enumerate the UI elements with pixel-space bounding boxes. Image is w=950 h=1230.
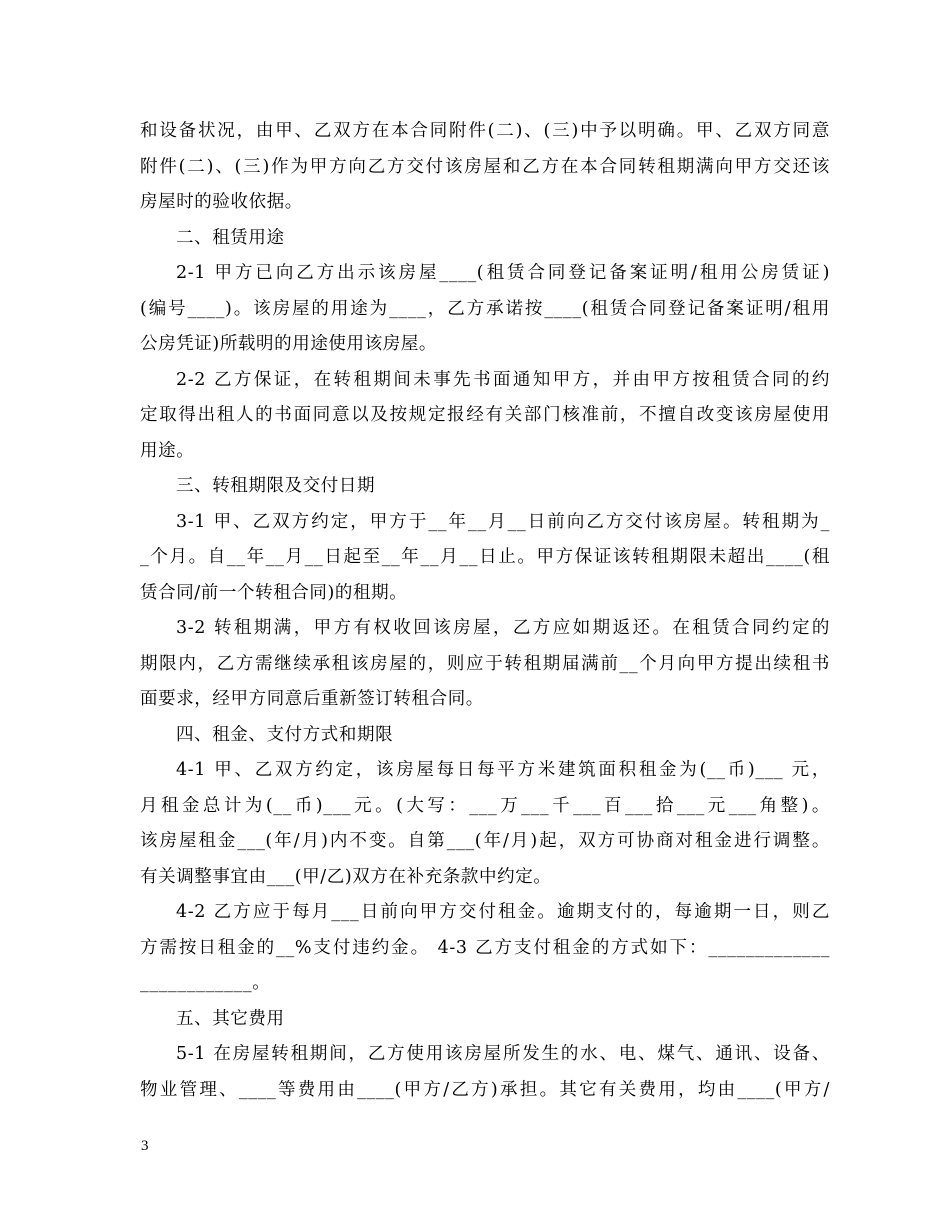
text-line: 4-2 乙方应于每月___日前向甲方交付租金。逾期支付的，每逾期一日，则乙 [176, 902, 830, 922]
text-line: 面要求，经甲方同意后重新签订转租合同。 [140, 689, 484, 709]
text-line: 定取得出租人的书面同意以及按规定报经有关部门核准前，不擅自改变该房屋使用 [140, 405, 830, 425]
page-number: 3 [141, 1138, 149, 1154]
text-line: 月租金总计为(__币)___元。(大写：___万___千___百___拾___元___角整)。 [140, 795, 830, 816]
text-line: _个月。自__年__月__日起至__年__月__日止。甲方保证该转租期限未超出____(租 [140, 547, 830, 567]
text-line: 3-2 转租期满，甲方有权收回该房屋，乙方应如期返还。在租赁合同约定的 [176, 618, 830, 638]
text-line: 方需按日租金的__%支付违约金。 4-3 乙方支付租金的方式如下：_____________ [140, 937, 830, 958]
text-line: 2-1 甲方已向乙方出示该房屋____(租赁合同登记备案证明/租用公房赁证) [176, 263, 830, 283]
text-line: 五、其它费用 [176, 1008, 285, 1029]
text-line: 该房屋租金___(年/月)内不变。自第___(年/月)起，双方可协商对租金进行调整。 [140, 831, 830, 851]
text-line: 2-2 乙方保证，在转租期间未事先书面通知甲方，并由甲方按租赁合同的约 [176, 369, 830, 390]
text-line: 有关调整事宜由___(甲/乙)双方在补充条款中约定。 [140, 866, 552, 887]
text-line: 四、租金、支付方式和期限 [176, 724, 394, 745]
text-line: 物业管理、____等费用由____(甲方/乙方)承担。其它有关费用，均由____(甲方/ [140, 1079, 830, 1100]
text-line: (编号____)。该房屋的用途为____，乙方承诺按____(租赁合同登记备案证明/租用 [140, 298, 830, 319]
text-line: 附件(二)、(三)作为甲方向乙方交付该房屋和乙方在本合同转租期满向甲方交还该 [140, 156, 830, 177]
text-line: 和设备状况，由甲、乙双方在本合同附件(二)、(三)中予以明确。甲、乙双方同意 [140, 121, 830, 141]
document-body [140, 114, 830, 1108]
text-line: ____________。 [140, 973, 271, 993]
text-line: 3-1 甲、乙双方约定，甲方于__年__月__日前向乙方交付该房屋。转租期为_ [176, 511, 830, 532]
text-line: 二、租赁用途 [176, 227, 285, 248]
text-line: 用途。 [140, 440, 195, 461]
text-line: 4-1 甲、乙双方约定，该房屋每日每平方米建筑面积租金为(__币)___ 元， [176, 760, 830, 780]
text-line: 期限内，乙方需继续承租该房屋的，则应于转租期届满前__个月向甲方提出续租书 [140, 653, 830, 674]
text-line: 5-1 在房屋转租期间，乙方使用该房屋所发生的水、电、煤气、通讯、设备、 [176, 1044, 830, 1064]
text-line: 公房凭证)所载明的用途使用该房屋。 [140, 334, 438, 354]
text-line: 房屋时的验收依据。 [140, 192, 303, 212]
text-line: 赁合同/前一个转租合同)的租期。 [140, 582, 408, 603]
text-line: 三、转租期限及交付日期 [176, 476, 376, 496]
